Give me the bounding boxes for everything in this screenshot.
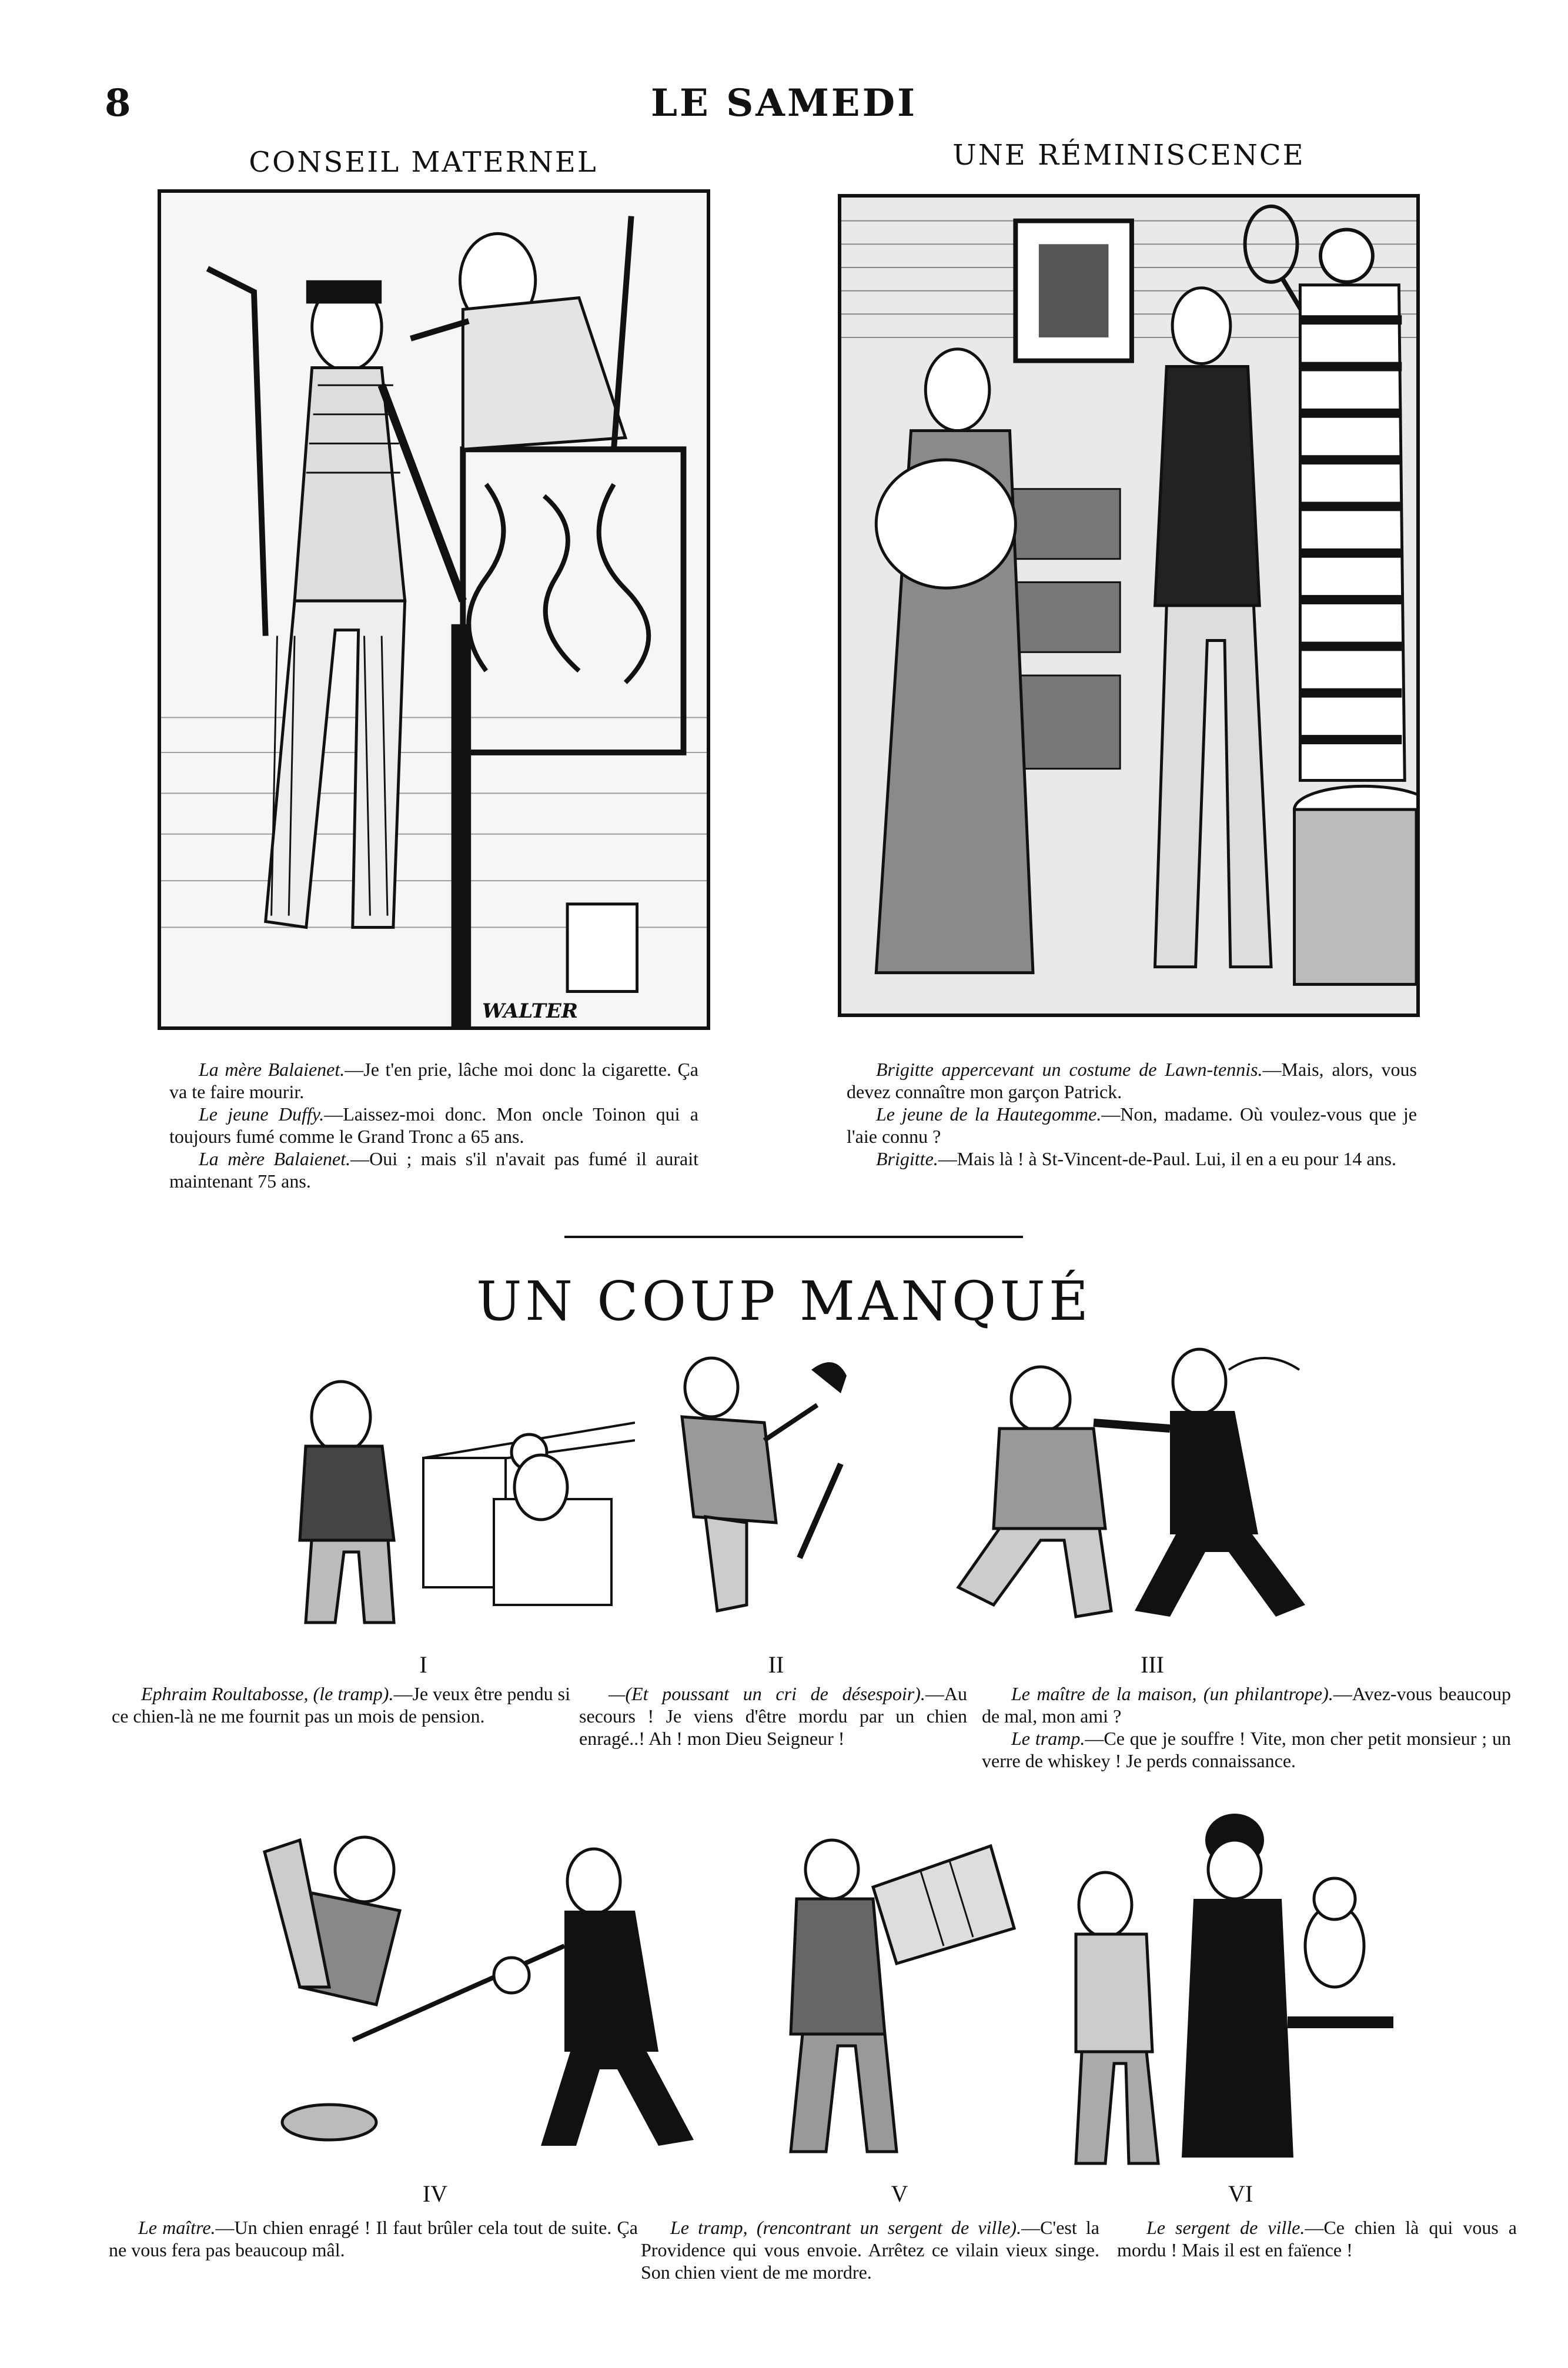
dialogue: —Oui ; mais s'il n'avait pas fumé il aurait maintenant 75 ans. — [169, 1148, 699, 1192]
comic-panel-5 — [744, 1811, 1038, 2163]
publication-title: LE SAMEDI — [651, 81, 917, 125]
speaker: —(Et poussant un cri de désespoir). — [609, 1683, 925, 1704]
caption-line — [847, 1103, 1417, 1148]
cartoon-right-title: UNE RÉMINISCENCE — [952, 139, 1305, 172]
strip-caption-4 — [109, 2216, 638, 2261]
speaker: Brigitte. — [876, 1148, 938, 1169]
strip-caption-5 — [641, 2216, 1099, 2283]
speaker: Le tramp. — [1011, 1728, 1085, 1749]
dialogue: —Un chien enragé ! Il faut brûler cela tout de suite. Ça ne vous fera pas beaucoup mâl. — [109, 2217, 638, 2260]
speaker: Brigitte appercevant un costume de Lawn-tennis. — [876, 1059, 1263, 1080]
caption-line — [109, 2216, 638, 2261]
strip-caption-6 — [1117, 2216, 1517, 2261]
dialogue: —Je veux être pendu si ce chien-là ne me fournit pas un mois de pension. — [112, 1683, 571, 1727]
speaker: Le jeune de la Hautegomme. — [876, 1103, 1102, 1125]
cartoon-left-caption — [169, 1058, 698, 1192]
comic-panel-3 — [923, 1340, 1370, 1640]
speaker: Le maître. — [138, 2217, 216, 2238]
dialogue: —Ce chien là qui vous a mordu ! Mais il est en faïence ! — [1117, 2217, 1517, 2260]
cartoon-right-illustration — [838, 194, 1420, 1017]
dialogue: —C'est la Providence qui vous envoie. Arrêtez ce vilain vieux singe. Son chien vient de me mordre. — [641, 2217, 1100, 2283]
artist-signature: WALTER — [482, 999, 578, 1023]
caption-line — [982, 1727, 1511, 1772]
speaker: Le maître de la maison, (un philantrope). — [1011, 1683, 1333, 1704]
dialogue: —Au secours ! Je viens d'être mordu par un chien enragé..! Ah ! mon Dieu Seigneur ! — [579, 1683, 967, 1749]
strip-title: UN COUP MANQUÉ — [476, 1270, 1092, 1333]
cartoon-right-caption — [847, 1058, 1417, 1170]
panel-numeral: VI — [1228, 2180, 1253, 2207]
dialogue: —Non, madame. Où voulez-vous que je l'aie connu ? — [847, 1103, 1417, 1147]
speaker: Ephraim Roultabosse, (le tramp). — [141, 1683, 394, 1704]
comic-panel-1 — [247, 1352, 635, 1634]
dialogue: —Je t'en prie, lâche moi donc la cigarette. Ça va te faire mourir. — [169, 1059, 699, 1102]
caption-line — [112, 1683, 570, 1727]
page-number: 8 — [105, 81, 131, 125]
caption-line — [169, 1103, 698, 1148]
cartoon-left-title: CONSEIL MATERNEL — [249, 146, 598, 179]
caption-line — [1117, 2216, 1517, 2261]
speaker: La mère Balaienet. — [199, 1059, 345, 1080]
dialogue: —Ce que je souffre ! Vite, mon cher petit monsieur ; un verre de whiskey ! Je perds connaissance. — [982, 1728, 1512, 1771]
panel-numeral: II — [768, 1651, 784, 1678]
speaker: La mère Balaienet. — [199, 1148, 351, 1169]
panel-numeral: III — [1141, 1651, 1164, 1678]
caption-line — [641, 2216, 1099, 2283]
dialogue: —Mais, alors, vous devez connaître mon garçon Patrick. — [847, 1059, 1417, 1102]
speaker: Le tramp, (rencontrant un sergent de ville). — [670, 2217, 1022, 2238]
speaker: Le jeune Duffy. — [199, 1103, 325, 1125]
caption-line — [847, 1148, 1417, 1170]
dialogue: —Avez-vous beaucoup de mal, mon ami ? — [982, 1683, 1512, 1727]
dialogue: —Laissez-moi donc. Mon oncle Toinon qui a toujours fumé comme le Grand Tronc a 65 ans. — [169, 1103, 698, 1147]
dialogue: —Mais là ! à St-Vincent-de-Paul. Lui, il en a eu pour 14 ans. — [938, 1148, 1396, 1169]
caption-line — [169, 1148, 698, 1192]
strip-caption-1 — [112, 1683, 570, 1727]
caption-line — [982, 1683, 1511, 1727]
caption-line — [169, 1058, 698, 1103]
comic-panel-2 — [647, 1346, 905, 1640]
panel-numeral: V — [891, 2180, 908, 2207]
strip-caption-3 — [982, 1683, 1511, 1772]
strip-caption-2 — [579, 1683, 967, 1750]
caption-line — [847, 1058, 1417, 1103]
comic-panel-4 — [235, 1793, 723, 2158]
caption-line — [579, 1683, 967, 1750]
panel-numeral: IV — [422, 2180, 448, 2207]
speaker: Le sergent de ville. — [1146, 2217, 1305, 2238]
cartoon-left-illustration — [158, 189, 710, 1030]
comic-panel-6 — [1058, 1793, 1399, 2169]
section-divider — [564, 1236, 1023, 1238]
panel-numeral: I — [419, 1651, 427, 1678]
